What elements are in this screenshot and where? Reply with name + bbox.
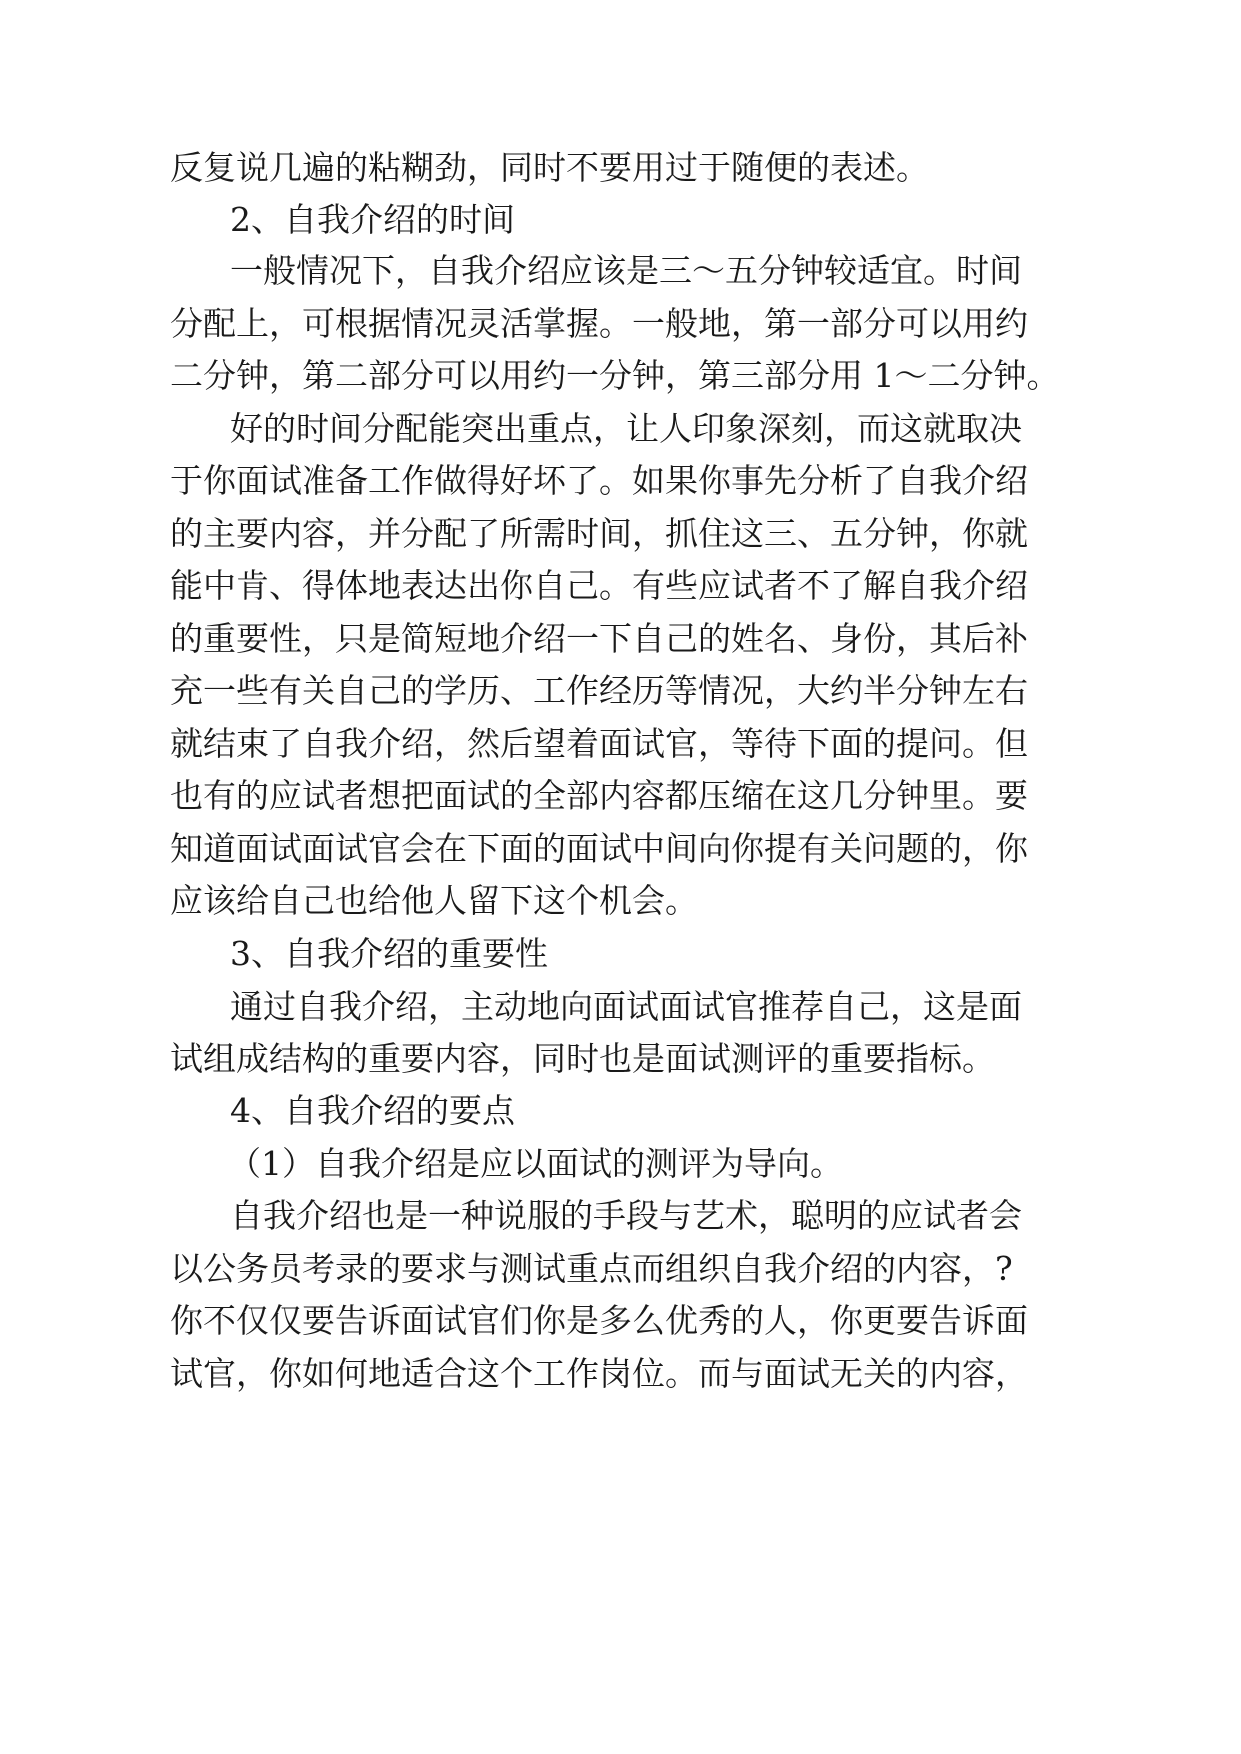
text-line-4: 分配上，可根据情况灵活掌握。一般地，第一部分可以用约 [170, 304, 1028, 343]
text-line-11: 充一些有关自己的学历、工作经历等情况，大约半分钟左右 [170, 671, 1028, 710]
heading-importance: 3、自我介绍的重要性 [230, 934, 548, 973]
text-line-9: 能中肯、得体地表达出你自己。有些应试者不了解自我介绍 [170, 566, 1028, 605]
text-line-13: 也有的应试者想把面试的全部内容都压缩在这几分钟里。要 [170, 776, 1028, 815]
text-line-23: 你不仅仅要告诉面试官们你是多么优秀的人，你更要告诉面 [170, 1301, 1028, 1340]
text-line-6: 好的时间分配能突出重点，让人印象深刻，而这就取决 [230, 409, 1022, 448]
text-line-24: 试官，你如何地适合这个工作岗位。而与面试无关的内容， [170, 1354, 1028, 1393]
text-line-12: 就结束了自我介绍，然后望着面试官，等待下面的提问。但 [170, 724, 1028, 763]
heading-time: 2、自我介绍的时间 [230, 200, 515, 239]
text-line-1: 反复说几遍的粘糊劲，同时不要用过于随便的表述。 [170, 148, 929, 187]
text-line-5: 二分钟，第二部分可以用约一分钟，第三部分用 1～二分钟。 [170, 356, 1060, 395]
text-line-18: 试组成结构的重要内容，同时也是面试测评的重要指标。 [170, 1039, 995, 1078]
text-line-21: 自我介绍也是一种说服的手段与艺术，聪明的应试者会 [230, 1196, 1022, 1235]
text-line-15: 应该给自己也给他人留下这个机会。 [170, 881, 698, 920]
text-line-14: 知道面试面试官会在下面的面试中间向你提有关问题的，你 [170, 829, 1028, 868]
text-line-10: 的重要性，只是简短地介绍一下自己的姓名、身份，其后补 [170, 619, 1028, 658]
text-line-7: 于你面试准备工作做得好坏了。如果你事先分析了自我介绍 [170, 461, 1028, 500]
heading-key-points: 4、自我介绍的要点 [230, 1091, 515, 1130]
text-line-8: 的主要内容，并分配了所需时间，抓住这三、五分钟，你就 [170, 514, 1028, 553]
subheading-point-1: （1）自我介绍是应以面试的测评为导向。 [228, 1144, 843, 1183]
text-line-22: 以公务员考录的要求与测试重点而组织自我介绍的内容，? [170, 1249, 1013, 1288]
text-line-3: 一般情况下，自我介绍应该是三～五分钟较适宜。时间 [230, 251, 1022, 290]
text-line-17: 通过自我介绍，主动地向面试面试官推荐自己，这是面 [230, 987, 1022, 1026]
